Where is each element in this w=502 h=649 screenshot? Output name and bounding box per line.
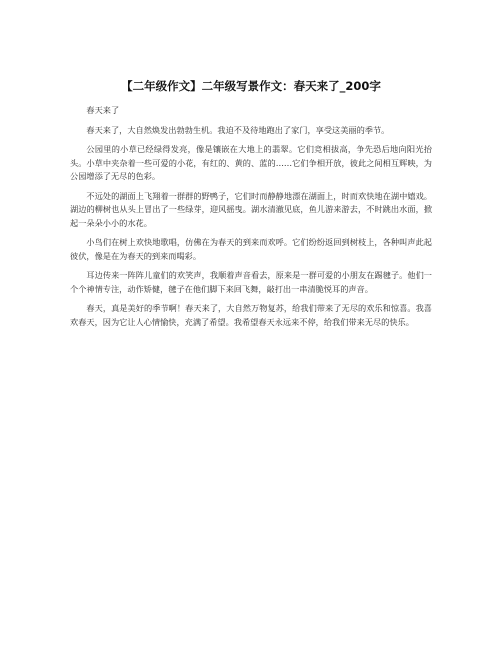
document-title: 【二年级作文】二年级写景作文：春天来了_200字 — [121, 79, 381, 93]
essay-heading: 春天来了 — [86, 105, 120, 115]
paragraph: 春天，真是美好的季节啊！春天来了，大自然万物复苏，给我们带来了无尽的欢乐和惊喜。我喜欢春天，因为它让人心情愉快，充满了希望。我希望春天永远来不停，给我们带来无尽的快乐。 — [70, 303, 432, 327]
paragraph: 耳边传来一阵阵儿童们的欢笑声，我顺着声音看去，原来是一群可爱的小朋友在踢毽子。他们一个个神情专注，动作矫健，毽子在他们脚下来回飞舞，敲打出一串清脆悦耳的声音。 — [70, 270, 432, 294]
document-body — [70, 104, 432, 335]
paragraph: 不远处的湖面上飞翔着一群群的野鸭子，它们时而静静地漂在湖面上，时而欢快地在湖中嬉戏。湖边的柳树也从头上冒出了一些绿芽，迎风摇曳。湖水清澈见底，鱼儿游来游去，不时跳出水面，掀起一朵朵小小的水花。 — [70, 190, 432, 228]
paragraph: 公园里的小草已经绿得发亮，像是镶嵌在大地上的翡翠。它们竞相拔高，争先恐后地向阳光抬头。小草中夹杂着一些可爱的小花，有红的、黄的、蓝的……它们争相开放，彼此之间相互辉映，为公园增添了无尽的色彩。 — [70, 144, 432, 181]
paragraph: 春天来了，大自然焕发出勃勃生机。我迫不及待地跑出了家门，享受这美丽的季节。 — [86, 124, 390, 135]
paragraph: 小鸟们在树上欢快地歌唱，仿佛在为春天的到来而欢呼。它们纷纷返回到树枝上，各种叫声此起彼伏，像是在为春天的到来而喝彩。 — [70, 237, 432, 261]
